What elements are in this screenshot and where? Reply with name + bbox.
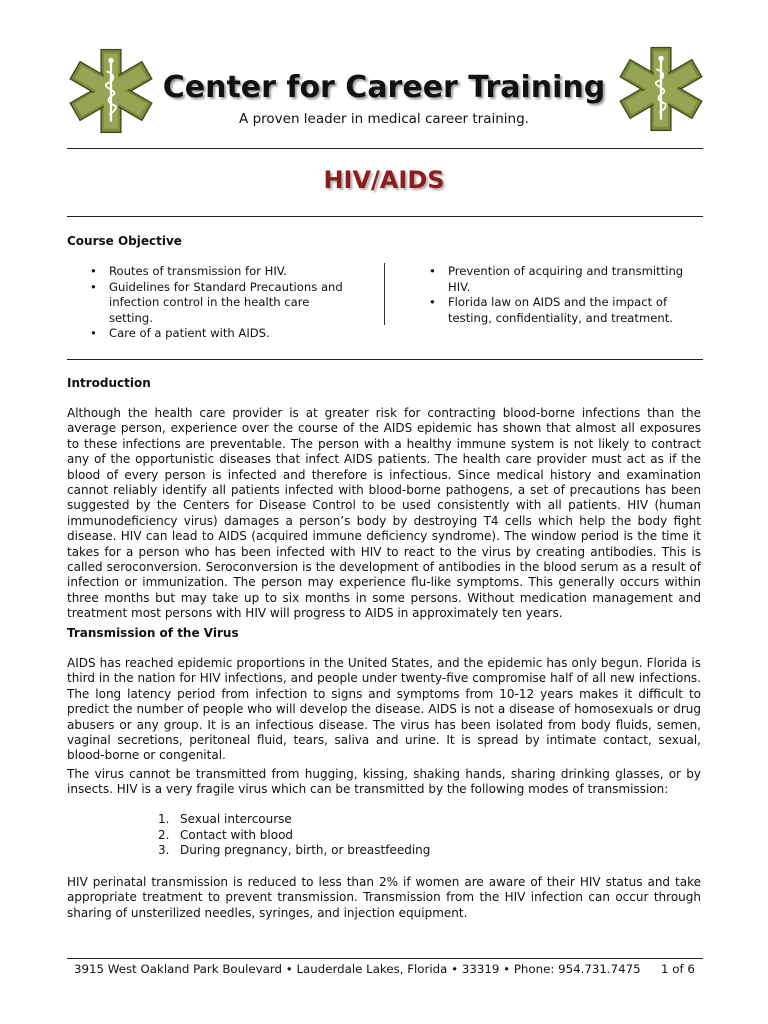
list-item: 2. Contact with blood	[158, 827, 294, 842]
doc-title: HIV/AIDS	[323, 166, 445, 194]
list-item: • Prevention of acquiring and transmitting HIV.	[429, 264, 704, 295]
footer-divider	[67, 958, 703, 959]
list-item: 1. Sexual intercourse	[158, 812, 292, 826]
list-item: • Florida law on AIDS and the impact of testing, confidentiality, and treatment.	[429, 295, 704, 326]
org-title: Center for Career Training	[162, 70, 606, 105]
transmission-paragraph: The virus cannot be transmitted from hugging, kissing, shaking hands, sharing drinking glasses, or by insects. HIV is a very fragile virus which can be transmitted by the following modes of transmission:	[67, 767, 701, 797]
list-item: • Guidelines for Standard Precautions and infection control in the health care setting.	[90, 280, 356, 327]
list-item: 3. During pregnancy, birth, or breastfeeding	[158, 843, 431, 857]
column-divider	[384, 263, 385, 325]
introduction-paragraph: Although the health care provider is at greater risk for contracting blood-borne infections than the average person, experience over the course of the AIDS epidemic has shown that almost all exposures to these infections are preventable. The person with a healthy immune system is not likely to contract any of the opportunistic diseases that infect AIDS patients. The health care provider must act as if the blood of every person is infected and therefore is infectious. Since medical history and examination cannot reliably identify all patients infected with blood-borne pathogens, a set of precautions has been suggested by the Centers for Disease Control to be used consistently with all patients. HIV (human immunodeficiency virus) damages a person’s body by destroying T4 cells which help the body fight disease. HIV can lead to AIDS (acquired immune deficiency syndrome). The window period is the time it takes for a person who has been infected with HIV to react to the virus by creating antibodies. This is called seroconversion. Seroconversion is the development of antibodies in the blood serum as a result of infection or immunization. The person may experience flu-like symptoms. This generally occurs within three months but may take up to six months in some persons. Without medication management and treatment most persons with HIV will progress to AIDS in approximately ten years.	[67, 406, 701, 621]
transmission-paragraph: HIV perinatal transmission is reduced to less than 2% if women are aware of their HIV status and take appropriate treatment to prevent transmission. Transmission from the HIV infection can occur through sharing of unsterilized needles, syringes, and injection equipment.	[67, 875, 701, 920]
introduction-heading: Introduction	[67, 376, 151, 390]
objectives-left-list	[90, 264, 356, 342]
course-objective-heading: Course Objective	[67, 234, 182, 248]
divider	[67, 216, 703, 217]
objectives-right-list	[429, 264, 704, 326]
transmission-modes-list	[158, 812, 430, 859]
page-number: 1 of 6	[661, 962, 695, 976]
divider	[67, 148, 703, 149]
tagline: A proven leader in medical career training.	[239, 111, 529, 127]
transmission-heading: Transmission of the Virus	[67, 626, 239, 640]
list-item: • Routes of transmission for HIV.	[90, 264, 356, 280]
list-item: • Care of a patient with AIDS.	[90, 326, 356, 342]
footer-address: 3915 West Oakland Park Boulevard • Lauderdale Lakes, Florida • 33319 • Phone: 954.731.7475	[74, 962, 641, 976]
transmission-paragraph: AIDS has reached epidemic proportions in the United States, and the epidemic has only begun. Florida is third in the nation for HIV infections, and people under twenty-five compromise half of all new infections. The long latency period from infection to signs and symptoms from 10-12 years makes it difficult to predict the number of people who will develop the disease. AIDS is not a disease of homosexuals or drug abusers or any group. It is an infectious disease. The virus has been isolated from body fluids, semen, vaginal secretions, peritoneal fluid, tears, saliva and urine. It is spread by intimate contact, sexual, blood-borne or congenital.	[67, 656, 701, 763]
divider	[67, 359, 703, 360]
